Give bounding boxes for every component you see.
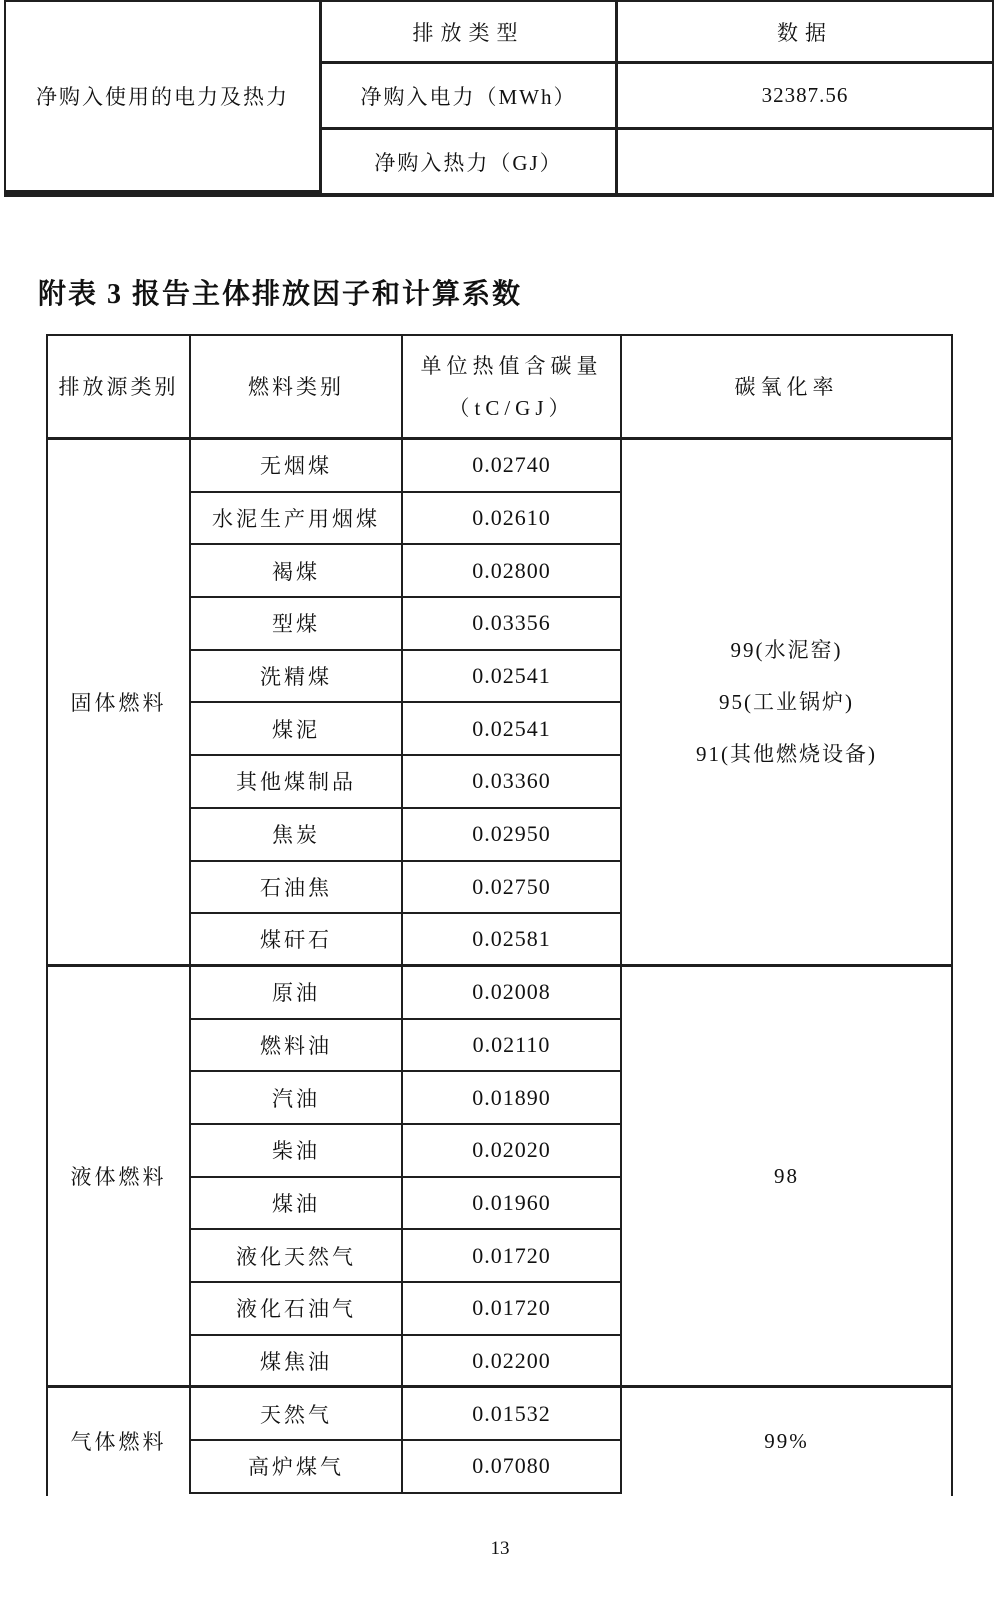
fuel-cell-line: 柴油 <box>272 1139 320 1164</box>
fuel-cell-line: 煤矸石 <box>260 928 332 953</box>
carbon-content-cell-line: 0.01890 <box>472 1084 551 1110</box>
carbon-content-cell-line: 0.02020 <box>472 1137 551 1163</box>
carbon-content-cell <box>403 1020 622 1073</box>
fuel-cell <box>191 440 403 493</box>
net-purchase-row-header: 净购入使用的电力及热力 <box>6 2 322 193</box>
oxidation-rate-cell-line: 98 <box>774 1164 799 1189</box>
oxidation-rate-cell-line: 91(其他燃烧设备) <box>696 741 877 766</box>
carbon-content-cell <box>403 1230 622 1283</box>
carbon-content-cell <box>403 440 622 493</box>
fuel-cell <box>191 1125 403 1178</box>
fuel-cell <box>191 1283 403 1336</box>
carbon-content-cell-line: 0.02610 <box>472 505 551 531</box>
fuel-cell-line: 水泥生产用烟煤 <box>212 507 380 532</box>
header-fuel-category <box>191 336 403 440</box>
carbon-content-cell <box>403 545 622 598</box>
header-source-category-line: 排放源类别 <box>58 374 179 399</box>
carbon-content-cell-line: 0.02950 <box>472 821 551 847</box>
emission-factor-table <box>46 334 953 1496</box>
carbon-content-cell-line: 0.07080 <box>472 1453 551 1479</box>
fuel-cell-line: 褐煤 <box>272 559 320 584</box>
cell-heat-value <box>618 130 992 193</box>
category-cell-line: 气体燃料 <box>70 1430 167 1455</box>
carbon-content-cell-line: 0.02740 <box>472 452 551 478</box>
fuel-cell-line: 型煤 <box>272 612 320 637</box>
oxidation-rate-cell-line: 99(水泥窑) <box>730 637 843 662</box>
carbon-content-cell-line: 0.02110 <box>472 1031 551 1057</box>
carbon-content-cell <box>403 1072 622 1125</box>
fuel-cell-line: 天然气 <box>260 1402 332 1427</box>
fuel-cell-line: 煤泥 <box>272 717 320 742</box>
category-cell <box>48 1388 191 1493</box>
carbon-content-cell-line: 0.01532 <box>472 1400 551 1426</box>
fuel-cell-line: 焦炭 <box>272 823 320 848</box>
oxidation-rate-cell-line: 95(工业锅炉) <box>719 689 854 714</box>
carbon-content-cell-line: 0.02541 <box>472 715 551 741</box>
carbon-content-cell <box>403 1441 622 1494</box>
fuel-cell <box>191 1230 403 1283</box>
fuel-cell <box>191 756 403 809</box>
carbon-content-cell-line: 0.03360 <box>472 768 551 794</box>
fuel-cell <box>191 1336 403 1389</box>
column-header-emission-type: 排放类型 <box>322 2 618 64</box>
fuel-cell <box>191 967 403 1020</box>
category-cell <box>48 440 191 967</box>
fuel-cell <box>191 1072 403 1125</box>
fuel-cell <box>191 545 403 598</box>
carbon-content-cell <box>403 493 622 546</box>
carbon-content-cell <box>403 1178 622 1231</box>
header-fuel-category-line: 燃料类别 <box>248 374 344 399</box>
carbon-content-cell <box>403 756 622 809</box>
carbon-content-cell-line: 0.03356 <box>472 610 551 636</box>
carbon-content-cell-line: 0.01720 <box>472 1242 551 1268</box>
fuel-cell-line: 液化石油气 <box>236 1297 356 1322</box>
fuel-cell <box>191 862 403 915</box>
carbon-content-cell <box>403 598 622 651</box>
fuel-cell <box>191 914 403 967</box>
carbon-content-cell <box>403 862 622 915</box>
cell-electricity-type: 净购入电力（MWh） <box>322 64 618 130</box>
carbon-content-cell <box>403 1283 622 1336</box>
fuel-cell-line: 高炉煤气 <box>248 1455 344 1480</box>
fuel-cell <box>191 1020 403 1073</box>
page-number: 13 <box>490 1538 510 1559</box>
carbon-content-cell-line: 0.02200 <box>472 1347 551 1373</box>
oxidation-rate-cell <box>622 1388 951 1493</box>
carbon-content-cell <box>403 967 622 1020</box>
fuel-cell <box>191 1178 403 1231</box>
fuel-cell-line: 石油焦 <box>260 875 332 900</box>
fuel-cell <box>191 1441 403 1494</box>
carbon-content-cell <box>403 914 622 967</box>
fuel-cell-line: 汽油 <box>272 1086 320 1111</box>
carbon-content-cell <box>403 651 622 704</box>
carbon-content-cell-line: 0.02541 <box>472 663 551 689</box>
carbon-content-cell-line: 0.02750 <box>472 873 551 899</box>
carbon-content-cell-line: 0.01720 <box>472 1295 551 1321</box>
net-purchase-table <box>4 0 994 197</box>
fuel-cell-line: 无烟煤 <box>260 454 332 479</box>
category-cell-line: 固体燃料 <box>70 690 167 715</box>
carbon-content-cell <box>403 1388 622 1441</box>
fuel-cell <box>191 703 403 756</box>
carbon-content-cell-line: 0.02008 <box>472 979 551 1005</box>
fuel-cell <box>191 809 403 862</box>
carbon-content-cell-line: 0.01960 <box>472 1189 551 1215</box>
carbon-content-cell <box>403 1125 622 1178</box>
fuel-cell-line: 洗精煤 <box>260 665 332 690</box>
fuel-cell-line: 燃料油 <box>260 1033 332 1058</box>
carbon-content-cell <box>403 809 622 862</box>
oxidation-rate-cell <box>622 440 951 967</box>
fuel-cell-line: 原油 <box>272 981 320 1006</box>
carbon-content-cell-line: 0.02800 <box>472 557 551 583</box>
carbon-content-cell <box>403 1336 622 1389</box>
header-carbon-content-line: （tC/GJ） <box>448 395 575 420</box>
table3-heading: 附表 3 报告主体排放因子和计算系数 <box>38 279 523 310</box>
category-cell-line: 液体燃料 <box>70 1165 167 1190</box>
fuel-cell <box>191 651 403 704</box>
category-cell <box>48 967 191 1389</box>
fuel-cell-line: 其他煤制品 <box>236 770 356 795</box>
column-header-data: 数据 <box>618 2 992 64</box>
header-oxidation-rate-line: 碳氧化率 <box>734 374 839 399</box>
carbon-content-cell-line: 0.02581 <box>472 926 551 952</box>
cell-electricity-value: 32387.56 <box>618 64 992 130</box>
header-source-category <box>48 336 191 440</box>
fuel-cell-line: 煤焦油 <box>260 1349 332 1374</box>
header-carbon-content-line: 单位热值含碳量 <box>420 353 603 378</box>
fuel-cell <box>191 1388 403 1441</box>
fuel-cell <box>191 598 403 651</box>
oxidation-rate-cell <box>622 967 951 1389</box>
fuel-cell-line: 煤油 <box>272 1191 320 1216</box>
oxidation-rate-cell-line: 99% <box>764 1429 809 1454</box>
header-oxidation-rate <box>622 336 951 440</box>
carbon-content-cell <box>403 703 622 756</box>
fuel-cell-line: 液化天然气 <box>236 1244 356 1269</box>
fuel-cell <box>191 493 403 546</box>
cell-heat-type: 净购入热力（GJ） <box>322 130 618 193</box>
header-carbon-content <box>403 336 622 440</box>
